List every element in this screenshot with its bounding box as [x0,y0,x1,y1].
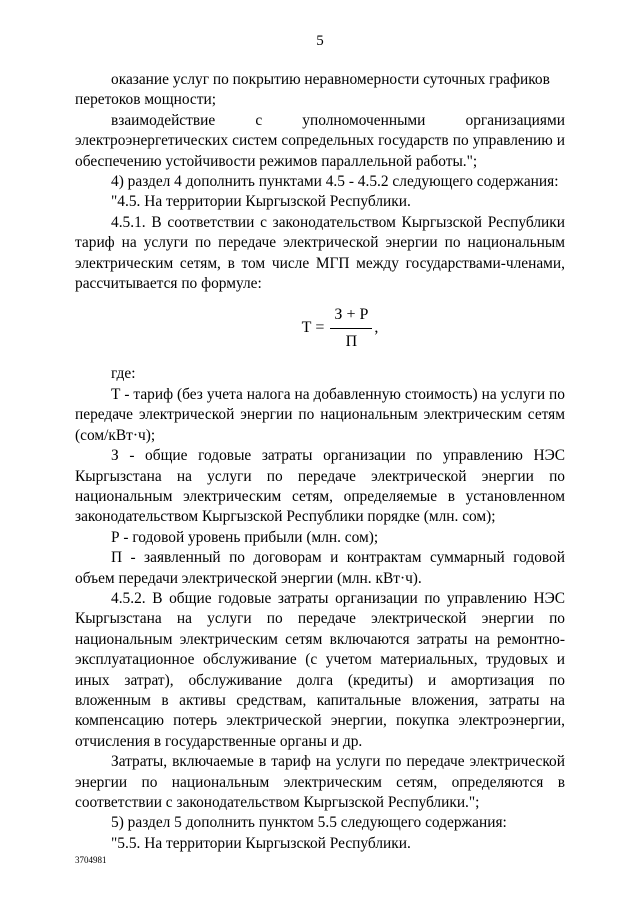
word: взаимодействие [111,111,216,129]
word: организациями [465,111,565,129]
document-code: 3704981 [75,855,107,865]
paragraph-line-2: перетоков мощности; [75,91,216,109]
page-number: 5 [316,33,324,49]
paragraph-4-5-2: 4.5.2. В общие годовые затраты организации по управлению НЭС Кыргызстана на услуги по передаче электрической энергии по национальным электрическим сетям включаются затраты на ремонтно-эксплуатационное обслуживание (с учетом материальных, трудовых и иных затрат), обслуживание долга (кредиты) и амортизация по вложенным в активы средствам, капитальные вложения, затраты на компенсацию потерь электрической энергии, покупка электроэнергии, отчисления в государственные органы и др. [75,589,565,750]
formula-denominator: П [345,332,358,350]
paragraph-4-5-heading: "4.5. На территории Кыргызской Республики. [111,193,411,211]
paragraph-line-1: оказание услуг по покрытию неравномерности суточных графиков [111,71,550,88]
interaction-line [75,111,565,131]
paragraph-interaction-cont: электроэнергетических систем сопредельных государств по управлению и обеспечению устойчивости режимов параллельной работы."; [75,132,565,170]
word: с [255,111,263,129]
word: уполномоченными [302,111,426,129]
paragraph-section4: 4) раздел 4 дополнить пунктами 4.5 - 4.5.2 следующего содержания: [111,173,559,191]
formula-lhs: Т = [301,319,325,337]
definition-t: Т - тариф (без учета налога на добавленную стоимость) на услуги по передаче электрической энергии по национальным электрическим сетям (сом/кВт·ч); [75,385,565,444]
tariff-formula [115,300,565,356]
paragraph-5-5-heading: "5.5. На территории Кыргызской Республики. [111,834,411,852]
paragraph-4-5-1: 4.5.1. В соответствии с законодательством Кыргызской Республики тариф на услуги по передаче электрической энергии по национальным электрическим сетям, в том числе МГП между государствами-членами, рассчитывается по формуле: [75,213,565,293]
where-label: где: [111,365,136,383]
definition-p: П - заявленный по договорам и контрактам суммарный годовой объем передачи электрической энергии (млн. кВт·ч). [75,549,565,587]
formula-tail: , [374,319,379,337]
definition-r: Р - годовой уровень прибыли (млн. сом); [111,528,379,546]
formula-numerator: З + Р [330,305,372,329]
document-body [75,70,565,854]
formula-fraction [330,305,372,352]
paragraph-costs: Затраты, включаемые в тариф на услуги по передаче электрической энергии по национальным электрическим сетям, определяются в соответствии с законодательством Кыргызской Республики."; [75,753,565,811]
definition-z: З - общие годовые затраты организации по управлению НЭС Кыргызстана на услуги по передаче электрической энергии по национальным электрическим сетям, определяемые в установленном законодательством Кыргызской Республики порядке (млн. сом); [75,447,565,526]
paragraph-section5: 5) раздел 5 дополнить пунктом 5.5 следующего содержания: [111,814,507,832]
